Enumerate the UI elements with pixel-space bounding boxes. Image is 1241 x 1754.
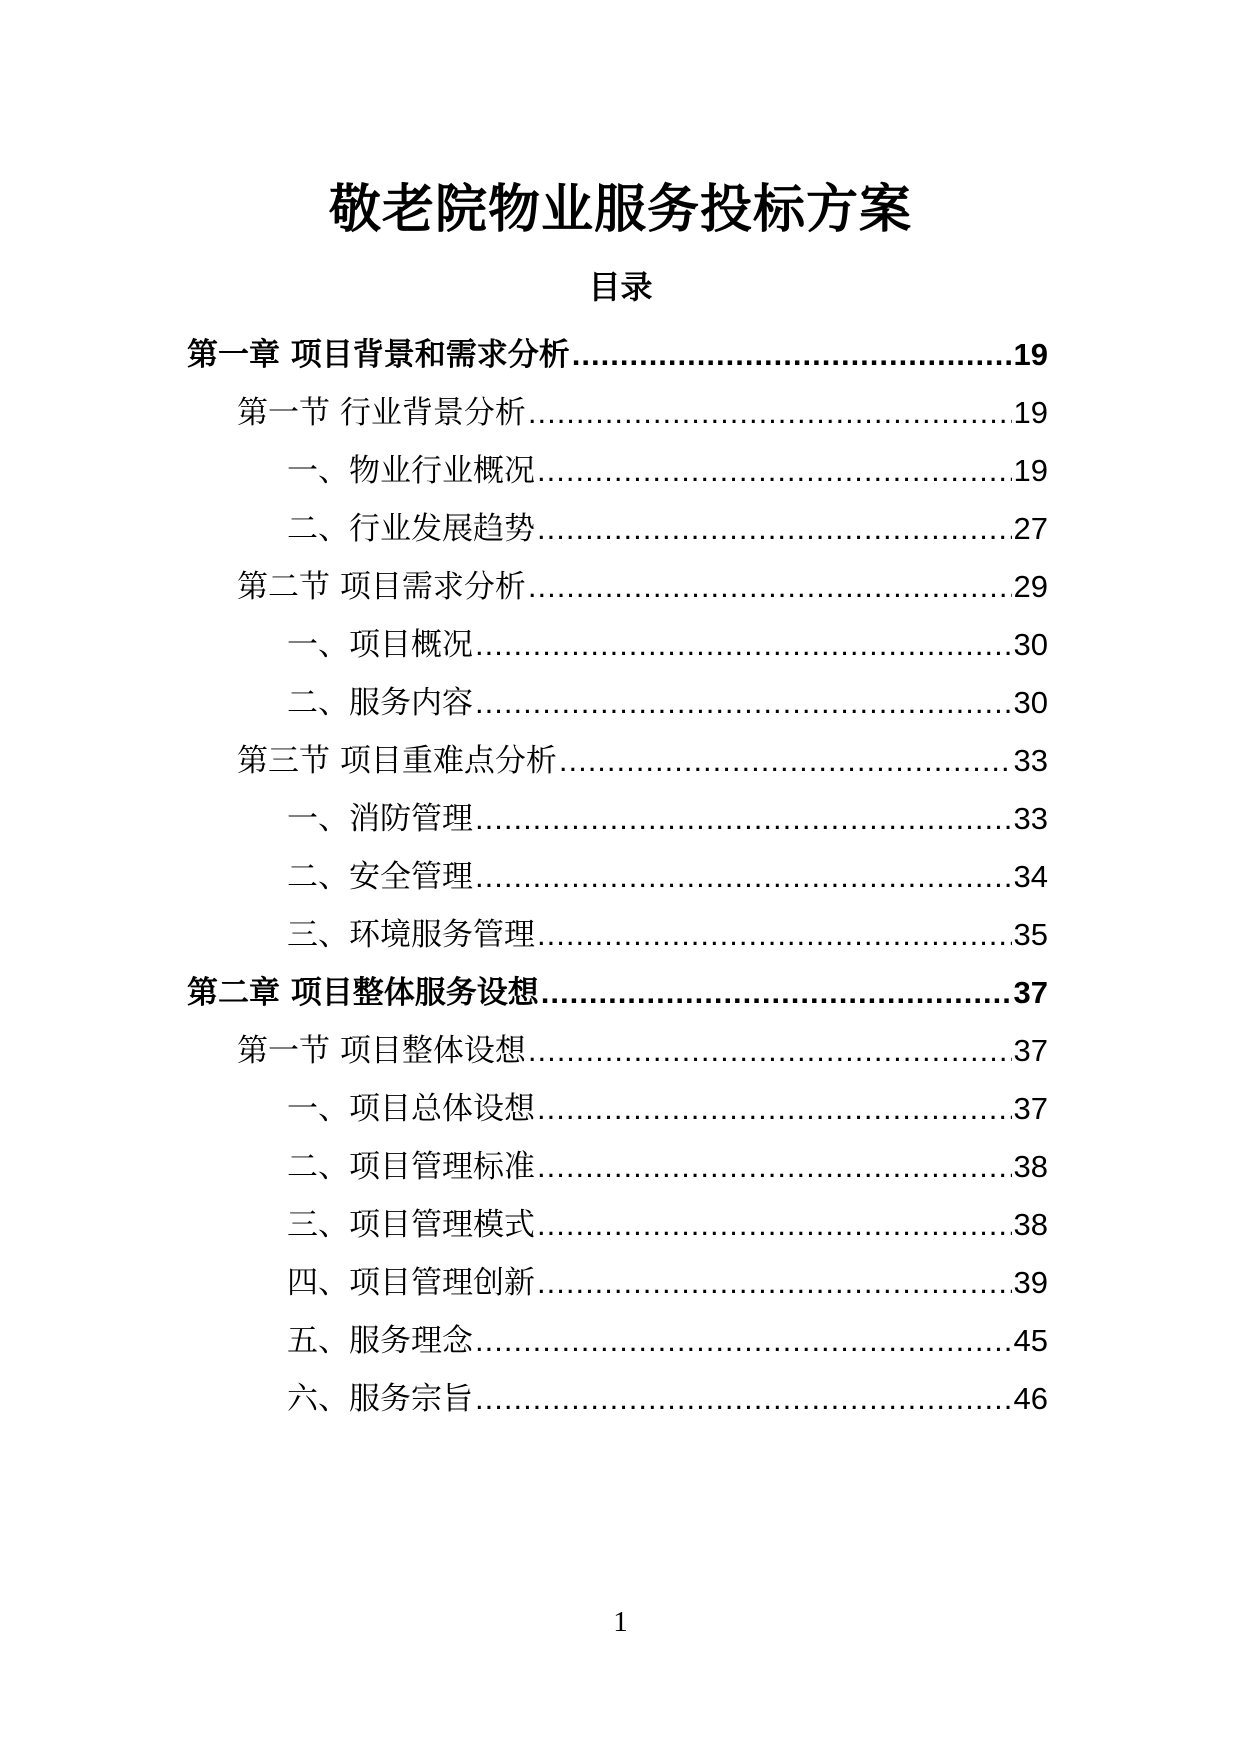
toc-entry-subsection[interactable] [287, 1258, 1048, 1308]
toc-entry-page: 19 [1013, 337, 1048, 372]
toc-entry-page: 33 [1013, 801, 1048, 836]
toc-entry-page: 37 [1013, 975, 1048, 1010]
toc-entry-subsection[interactable] [287, 678, 1048, 728]
toc-entry-chapter[interactable] [187, 968, 1048, 1018]
toc-entry-subsection[interactable] [287, 910, 1048, 960]
toc-entry-chapter[interactable] [187, 330, 1048, 380]
toc-entry-label: 二、行业发展趋势 [287, 511, 535, 547]
toc-dot-leader [475, 852, 1012, 902]
toc-dot-leader [537, 1200, 1012, 1250]
toc-dot-leader [537, 1142, 1012, 1192]
toc-entry-subsection[interactable] [287, 1316, 1048, 1366]
toc-entry-page: 27 [1013, 511, 1048, 546]
toc-entry-label: 二、服务内容 [287, 685, 473, 721]
toc-entry-page: 33 [1013, 743, 1048, 778]
toc-entry-page: 46 [1013, 1381, 1048, 1416]
toc-entry-label: 一、项目概况 [287, 627, 473, 663]
toc-entry-label: 第一节 项目整体设想 [237, 1033, 526, 1069]
toc-dot-leader [475, 794, 1012, 844]
toc-dot-leader [528, 1026, 1012, 1076]
toc-entry-label: 三、环境服务管理 [287, 917, 535, 953]
toc-entry-subsection[interactable] [287, 446, 1048, 496]
toc-entry-page: 19 [1013, 453, 1048, 488]
toc-entry-label: 第一节 行业背景分析 [237, 395, 526, 431]
toc-entry-page: 34 [1013, 859, 1048, 894]
toc-entry-section[interactable] [237, 388, 1048, 438]
toc-dot-leader [541, 968, 1012, 1018]
toc-entry-page: 37 [1013, 1091, 1048, 1126]
toc-dot-leader [537, 504, 1012, 554]
toc-entry-page: 30 [1013, 627, 1048, 662]
toc-entry-label: 三、项目管理模式 [287, 1207, 535, 1243]
toc-entry-page: 30 [1013, 685, 1048, 720]
toc-entry-page: 38 [1013, 1207, 1048, 1242]
page-number: 1 [613, 1606, 628, 1638]
toc-dot-leader [559, 736, 1012, 786]
toc-entry-subsection[interactable] [287, 1200, 1048, 1250]
toc-heading: 目录 [588, 268, 653, 306]
toc-dot-leader [528, 388, 1012, 438]
toc-entry-subsection[interactable] [287, 794, 1048, 844]
toc-entry-page: 35 [1013, 917, 1048, 952]
toc-dot-leader [537, 446, 1012, 496]
toc-entry-subsection[interactable] [287, 620, 1048, 670]
toc-dot-leader [537, 910, 1012, 960]
toc-entry-page: 19 [1013, 395, 1048, 430]
toc-dot-leader [475, 620, 1012, 670]
toc-dot-leader [528, 562, 1012, 612]
toc-entry-label: 第一章 项目背景和需求分析 [187, 337, 570, 373]
toc-dot-leader [537, 1084, 1012, 1134]
toc-entry-label: 第三节 项目重难点分析 [237, 743, 557, 779]
toc-entry-page: 39 [1013, 1265, 1048, 1300]
toc-entry-page: 37 [1013, 1033, 1048, 1068]
toc-entry-label: 六、服务宗旨 [287, 1381, 473, 1417]
toc-entry-page: 29 [1013, 569, 1048, 604]
toc-entry-subsection[interactable] [287, 852, 1048, 902]
toc-entry-label: 二、安全管理 [287, 859, 473, 895]
toc-entry-label: 第二节 项目需求分析 [237, 569, 526, 605]
toc-entry-label: 一、项目总体设想 [287, 1091, 535, 1127]
toc-dot-leader [475, 1374, 1012, 1424]
toc-dot-leader [537, 1258, 1012, 1308]
toc-entry-label: 一、消防管理 [287, 801, 473, 837]
toc-dot-leader [572, 330, 1012, 380]
toc-entry-label: 五、服务理念 [287, 1323, 473, 1359]
toc-entry-label: 第二章 项目整体服务设想 [187, 975, 539, 1011]
toc-entry-section[interactable] [237, 1026, 1048, 1076]
toc-entry-subsection[interactable] [287, 1142, 1048, 1192]
toc-entry-label: 二、项目管理标准 [287, 1149, 535, 1185]
toc-entry-label: 四、项目管理创新 [287, 1265, 535, 1301]
document-title: 敬老院物业服务投标方案 [328, 180, 912, 240]
toc-entry-subsection[interactable] [287, 504, 1048, 554]
toc-entry-page: 38 [1013, 1149, 1048, 1184]
toc-entry-subsection[interactable] [287, 1374, 1048, 1424]
toc-entry-label: 一、物业行业概况 [287, 453, 535, 489]
toc-entry-section[interactable] [237, 562, 1048, 612]
toc-dot-leader [475, 1316, 1012, 1366]
toc-entry-subsection[interactable] [287, 1084, 1048, 1134]
toc-dot-leader [475, 678, 1012, 728]
toc-entry-section[interactable] [237, 736, 1048, 786]
toc-entry-page: 45 [1013, 1323, 1048, 1358]
